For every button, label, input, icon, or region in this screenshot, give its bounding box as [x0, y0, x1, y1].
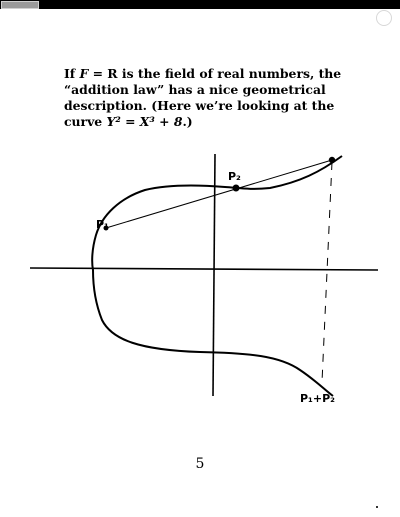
- label-p1-plus-p2: P₁+P₂: [300, 392, 335, 405]
- viewer-tab-thumbnail: [1, 1, 39, 9]
- label-p2: P₂: [228, 170, 241, 183]
- paragraph-body: is the field of real numbers, the “addition law” has a nice geometrical description. (Here we’re looking at the curve: [64, 66, 342, 129]
- scan-speck: [376, 506, 378, 508]
- point-p2: [233, 185, 240, 192]
- curve-equation: Y² = X³ + 8: [106, 114, 183, 129]
- page-number: 5: [195, 456, 205, 472]
- x-axis: [30, 268, 378, 270]
- corner-scan-mark: [376, 10, 392, 26]
- equals-sign: =: [88, 66, 108, 81]
- paragraph-text: [64, 66, 364, 130]
- secant-line: [106, 160, 332, 228]
- addition-law-paragraph: [64, 66, 364, 130]
- point-third-intersection: [329, 157, 335, 163]
- label-p1: P₁: [96, 218, 109, 231]
- symbol-F: F: [79, 66, 89, 81]
- elliptic-curve: [92, 156, 342, 396]
- paragraph-end: .): [182, 114, 193, 129]
- intro-text: If: [64, 66, 80, 81]
- y-axis: [213, 154, 215, 396]
- reflection-line: [322, 162, 332, 382]
- elliptic-curve-figure: [0, 140, 400, 440]
- top-scan-border: [0, 0, 400, 9]
- symbol-R: R: [107, 66, 118, 81]
